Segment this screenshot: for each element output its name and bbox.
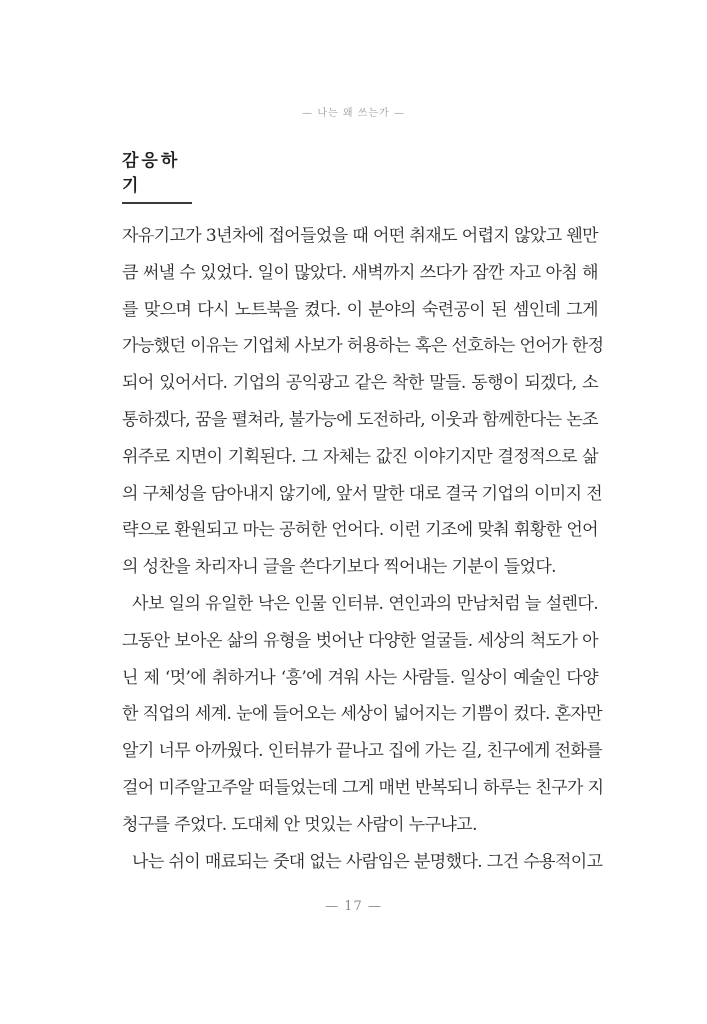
running-header: — 나는 왜 쓰는가 — xyxy=(302,108,405,119)
text-line: 큼 써낼 수 있었다. 일이 많았다. 새벽까지 쓰다가 잠깐 자고 아침 해 xyxy=(122,262,598,283)
text-line: 가능했던 이유는 기업체 사보가 허용하는 혹은 선호하는 언어가 한정 xyxy=(122,336,604,357)
body-text xyxy=(122,218,604,880)
text-line: 자유기고가 3년차에 접어들었을 때 어떤 취재도 어렵지 않았고 웬만 xyxy=(122,226,598,246)
text-line: 그동안 보아온 삶의 유형을 벗어난 다양한 얼굴들. 세상의 척도가 아 xyxy=(122,630,598,651)
text-line: 략으로 환원되고 마는 공허한 언어다. 이런 기조에 맞춰 휘황한 언어 xyxy=(122,520,598,541)
text-line: 걸어 미주알고주알 떠들었는데 그게 매번 반복되니 하루는 친구가 지 xyxy=(122,777,604,798)
text-line: 청구를 주었다. 도대체 안 멋있는 사람이 누구냐고. xyxy=(122,814,477,835)
text-line: 의 성찬을 차리자니 글을 쓴다기보다 찍어내는 기분이 들었다. xyxy=(122,557,556,578)
text-line: 의 구체성을 담아내지 않기에, 앞서 말한 대로 결국 기업의 이미지 전 xyxy=(122,483,603,504)
text-line: 를 맞으며 다시 노트북을 켰다. 이 분야의 숙련공이 된 셈인데 그게 xyxy=(122,299,598,320)
text-line: 통하겠다, 꿈을 펼쳐라, 불가능에 도전하라, 이웃과 함께한다는 논조 xyxy=(122,409,598,430)
section-title: 감응하기 xyxy=(122,146,192,204)
text-line: 알기 너무 아까웠다. 인터뷰가 끝나고 집에 가는 길, 친구에게 전화를 xyxy=(122,741,603,762)
text-line: 닌 제 ‘멋’에 취하거나 ‘흥’에 겨워 사는 사람들. 일상이 예술인 다양 xyxy=(122,667,598,688)
page-number: — 17 — xyxy=(325,899,382,914)
text-line: 되어 있어서다. 기업의 공익광고 같은 착한 말들. 동행이 되겠다, 소 xyxy=(122,373,598,394)
text-line: 한 직업의 세계. 눈에 들어오는 세상이 넓어지는 기쁨이 컸다. 혼자만 xyxy=(122,704,603,725)
text-line: 위주로 지면이 기획된다. 그 자체는 값진 이야기지만 결정적으로 삶 xyxy=(122,446,598,467)
text-line: 나는 쉬이 매료되는 줏대 없는 사람임은 분명했다. 그건 수용적이고 xyxy=(132,851,603,872)
text-line: 사보 일의 유일한 낙은 인물 인터뷰. 연인과의 만남처럼 늘 설렌다. xyxy=(132,593,598,614)
